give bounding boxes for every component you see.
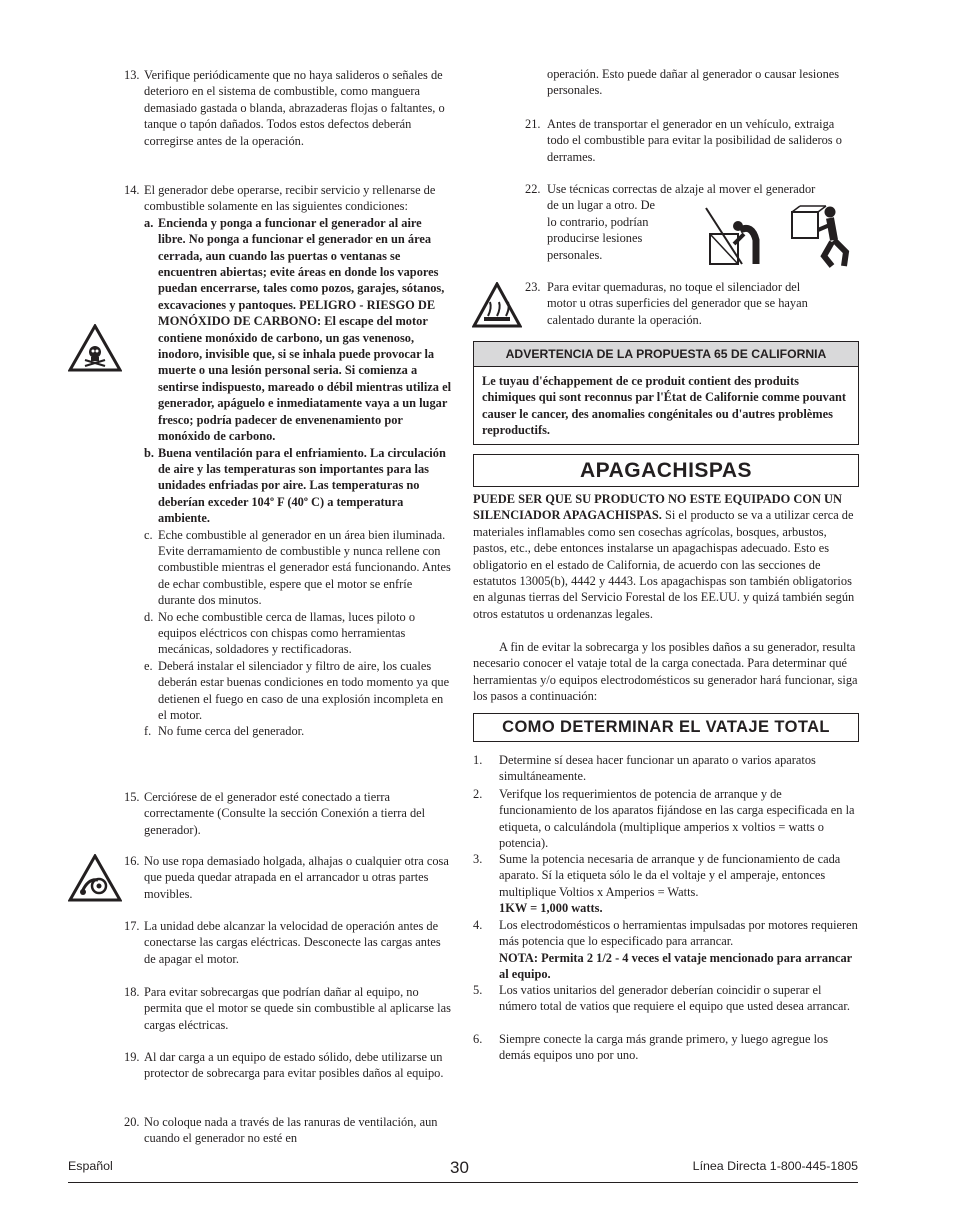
item-15 <box>124 789 452 838</box>
step-text: Sume la potencia necesaria de arranque y de funcionamiento de cada aparato. Sí la etiqueta sólo le da el voltaje y el amperaje, entonces multiplique Voltios x Amperios = Watts. <box>499 852 841 899</box>
item-text: El generador debe operarse, recibir servicio y rellenarse de combustible solamente en las siguientes condiciones: <box>144 183 436 214</box>
step-text: Determine sí desea hacer funcionar un aparato o varios aparatos simultáneamente. <box>499 753 816 784</box>
item-number: 17. <box>124 919 140 933</box>
step-number: 3. <box>473 852 483 866</box>
subitem-text: No fume cerca del generador. <box>158 724 305 739</box>
subitem-text: Encienda y ponga a funcionar el generador al aire libre. No ponga a funcionar el generador en un área cerrada, aun cuando las puertas o ventanas se encuentren abiertas; evite áreas en donde los vapores puedan encerrarse, tales como pozos, garajes, sótanos, excavaciones y pantoques. PELIGRO - RIESGO DE MONÓXIDO DE CARBONO: El escape del motor contiene monóxido de carbono, un gas venenoso, inodoro, invisible que, si se inhala puede provocar la muerte o una lesión personal seria. Si comienza a sentirse indispuesto, mareado o débil mientras utiliza el generador, apáguelo e inmediatamente vaya a un lugar fresco; podría padecer de envenenamiento por monóxido de carbono. <box>158 215 452 444</box>
step-text: Los electrodomésticos o herramientas impulsadas por motores requieren más potencia que lo especificado para arrancar. <box>499 918 858 949</box>
subitem-letter: a. <box>144 215 154 230</box>
wattage-step-4 <box>473 917 858 983</box>
subitem-f <box>144 723 452 739</box>
step-text: Los vatios unitarios del generador deberían coincidir o superar el número total de vatios que requiere el equipo que usted desea arrancar. <box>499 983 850 1014</box>
wattage-step-5 <box>473 982 858 1015</box>
item-18 <box>124 984 452 1033</box>
item-16 <box>124 853 452 902</box>
item-number: 22. <box>525 182 541 196</box>
item-23 <box>525 279 825 328</box>
subitem-c <box>144 527 452 609</box>
item-text: Para evitar quemaduras, no toque el silenciador del motor u otras superficies del generador que se hayan calentado durante la operación. <box>547 280 808 327</box>
item-number: 16. <box>124 854 140 868</box>
entanglement-warning-icon <box>68 854 122 902</box>
item-19 <box>124 1049 452 1082</box>
item-number: 21. <box>525 117 541 131</box>
step-number: 6. <box>473 1032 483 1046</box>
subitem-letter: b. <box>144 445 154 460</box>
subitem-d <box>144 609 452 658</box>
item-20 <box>124 1114 452 1147</box>
item-number: 20. <box>124 1115 140 1129</box>
step-bold-note: NOTA: Permita 2 1/2 - 4 veces el vataje mencionado para arrancar al equipo. <box>499 950 852 982</box>
item-14 <box>124 182 452 740</box>
item-number: 15. <box>124 790 140 804</box>
step-number: 5. <box>473 983 483 997</box>
spark-arrestor-title: APAGACHISPAS <box>473 454 859 487</box>
item-17 <box>124 918 452 967</box>
item-13 <box>124 67 452 149</box>
wattage-step-2 <box>473 786 858 852</box>
item-21 <box>525 116 855 165</box>
subitem-letter: d. <box>144 609 154 624</box>
incorrect-lifting-icon <box>704 204 762 272</box>
wattage-step-3 <box>473 851 858 917</box>
subitem-letter: c. <box>144 527 153 542</box>
subitem-letter: e. <box>144 658 153 673</box>
item-20-continued: operación. Esto puede dañar al generador o causar lesiones personales. <box>547 67 840 98</box>
subitem-text: Eche combustible al generador en un área bien iluminada. Evite derramamiento de combustible y nunca rellene con combustible mientras el generador está funcionando. Antes de echar combustible, espere que el motor se enfríe durante dos minutos. <box>158 527 451 608</box>
page-number: 30 <box>450 1158 469 1177</box>
spark-arrestor-bold-text: PUEDE SER QUE SU PRODUCTO NO ESTE EQUIPADO CON UN SILENCIADOR APAGACHISPAS. <box>473 492 842 523</box>
subitem-text: Buena ventilación para el enfriamiento. La circulación de aire y las temperaturas son importantes para las unidades enfriadas por aire. Las temperaturas no deberían exceder 104º F (40º C) a temperatura ambiente. <box>158 445 446 526</box>
hot-surface-warning-icon <box>472 282 522 328</box>
item-text: Cerciórese de el generador esté conectado a tierra correctamente (Consulte la sección Conexión a tierra del generador). <box>144 790 426 837</box>
prop65-warning-box <box>473 341 859 445</box>
item-text: Antes de transportar el generador en un vehículo, extraiga todo el combustible para evitar la posibilidad de salideros o derrames. <box>547 117 842 164</box>
footer-hotline: Línea Directa 1-800-445-1805 <box>692 1159 858 1173</box>
subitem-letter: f. <box>144 724 152 739</box>
wattage-step-1 <box>473 752 858 785</box>
item-text-line1: Use técnicas correctas de alzaje al mover el generador <box>547 182 816 196</box>
prop65-text: Le tuyau d'échappement de ce produit contient des produits chimiques qui sont reconnus par l'État de Californie comme pouvant causer le cancer, des anomalies congénitales ou d'autres problèmes reproductifs. <box>482 374 847 438</box>
footer-rule <box>68 1182 858 1183</box>
item-number: 18. <box>124 985 140 999</box>
step-text: Verifque los requerimientos de potencia de arranque y de funcionamiento de los aparatos fijándose en las carga especificada en la etiqueta, o calculándola (multiplique amperios x voltios = watts o potencia). <box>499 787 855 851</box>
step-number: 4. <box>473 918 483 932</box>
item-text: Al dar carga a un equipo de estado sólido, debe utilizarse un protector de sobrecarga para evitar posibles daños al equipo. <box>144 1050 444 1081</box>
subitem-text: No eche combustible cerca de llamas, luces piloto o equipos eléctricos con chispas como herramientas mecánicas, soldadores y rectificadoras. <box>158 609 416 657</box>
subitem-a <box>144 215 452 445</box>
subitem-b <box>144 445 452 527</box>
step-number: 2. <box>473 787 483 801</box>
item-text: No coloque nada a través de las ranuras de ventilación, aun cuando el generador no esté en <box>144 1115 438 1146</box>
item-number: 19. <box>124 1050 140 1064</box>
poison-warning-icon <box>68 324 122 372</box>
item-text: La unidad debe alcanzar la velocidad de operación antes de conectarse las cargas eléctricas. Desconecte las cargas antes de apagar el motor. <box>144 919 441 966</box>
footer-language: Español <box>68 1159 113 1173</box>
item-text: Para evitar sobrecargas que podrían dañar al equipo, no permita que el motor se quede sin combustible al aplicarse las cargas eléctricas. <box>144 985 451 1032</box>
item-text: No use ropa demasiado holgada, alhajas o cualquier otra cosa que pueda quedar atrapada en el arrancador u otras partes movibles. <box>144 854 449 901</box>
item-text: Verifique periódicamente que no haya salideros o señales de deterioro en el sistema de combustible, como manguera demasiado gastada o blanda, abrazaderas flojas o faltantes, o tanque o tapón dañados. Todos estos defectos deberán corregirse antes de la operación. <box>144 68 445 148</box>
item-text-rest: de un lugar a otro. De lo contrario, podrían producirse lesiones personales. <box>547 198 656 262</box>
wattage-section-title: COMO DETERMINAR EL VATAJE TOTAL <box>473 713 859 742</box>
overload-paragraph: A fin de evitar la sobrecarga y los posibles daños a su generador, resulta necesario conocer el vataje total de la carga conectada. Para determinar qué herramientas y/o equipos electrodomésticos su generador hará funcionar, siga los pasos a continuación: <box>473 640 858 704</box>
correct-lifting-icon <box>788 200 854 272</box>
item-number: 14. <box>124 183 140 197</box>
spark-arrestor-text: Si el producto se va a utilizar cerca de materiales inflamables como sen cosechas agrícolas, bosques, arbustos, pastos, etc., debe entonces instalarse un apagachispas adecuado. Esto es obligatorio en el estado de California, de acuerdo con las secciones de estatutos 13005(b), 4442 y 4443. Los apagachispas son también obligatorios en algunas tierras del Servicio Forestal de los EE.UU. y quizá también según otros estatutos u ordenanzas legales. <box>473 508 855 621</box>
wattage-step-6 <box>473 1031 858 1064</box>
step-number: 1. <box>473 753 483 767</box>
subitem-e <box>144 658 452 724</box>
step-bold-note: 1KW = 1,000 watts. <box>499 901 603 916</box>
spark-arrestor-paragraph <box>473 491 858 622</box>
item-number: 13. <box>124 68 140 82</box>
subitem-text: Deberá instalar el silenciador y filtro de aire, los cuales deberán estar buenas condiciones en todo momento ya que detienen el fuego en caso de una explosión incompleta en el motor. <box>158 658 450 722</box>
step-text: Siempre conecte la carga más grande primero, y luego agregue los demás equipos uno por uno. <box>499 1032 829 1063</box>
item-number: 23. <box>525 280 541 294</box>
prop65-title: ADVERTENCIA DE LA PROPUESTA 65 DE CALIFORNIA <box>474 342 858 367</box>
